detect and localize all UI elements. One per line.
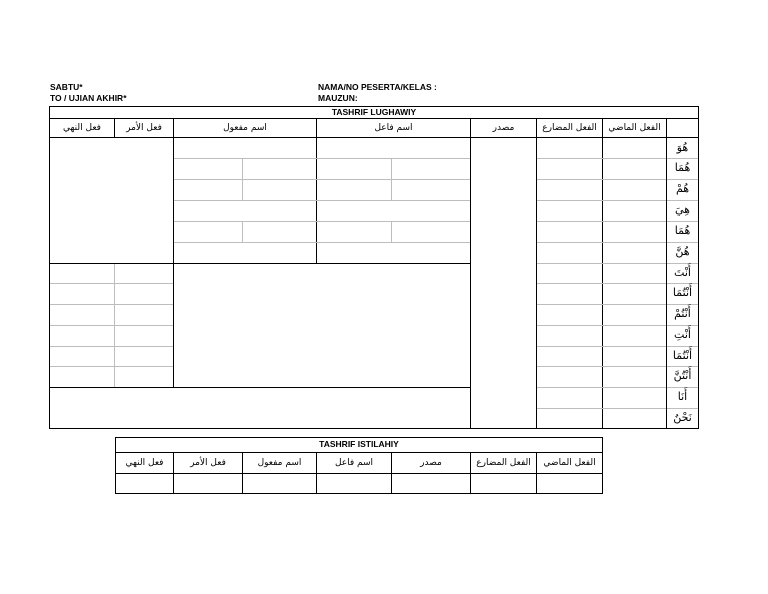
exam-label: TO / UJIAN AKHIR* <box>50 93 127 103</box>
ist-col-fiil-amr: فعل الأمر <box>190 458 226 468</box>
day-label: SABTU* <box>50 82 83 92</box>
pronoun-hum: هُمْ <box>675 182 690 195</box>
pronoun-anti: أَنْتِ <box>674 328 691 341</box>
pronoun-nahnu: نَحْنُ <box>673 411 692 424</box>
ist-col-ism-fail: اسم فاعل <box>334 458 374 468</box>
pronoun-huma: هُمَا <box>674 161 691 174</box>
istilahiy-title: TASHRIF ISTILAHIY <box>319 439 399 449</box>
participant-name-label: NAMA/NO PESERTA/KELAS : <box>318 82 437 92</box>
pronoun-antum: أَنْتُمْ <box>674 307 691 320</box>
ist-col-ism-maful: اسم مفعول <box>257 458 302 468</box>
ist-col-madhi: الفعل الماضي <box>543 458 596 468</box>
mauzun-label: MAUZUN: <box>318 93 358 103</box>
col-masdar: مصدر <box>492 123 515 133</box>
col-fiil-nahi: فعل النهي <box>63 123 101 133</box>
lughawiy-title: TASHRIF LUGHAWIY <box>331 107 417 117</box>
col-ism-maful: اسم مفعول <box>223 123 267 133</box>
col-ism-fail: اسم فاعل <box>374 123 413 133</box>
pronoun-antunna: أَنْتُنَّ <box>673 369 692 382</box>
ist-col-mudhari: الفعل المضارع <box>476 458 531 468</box>
col-fiil-amr: فعل الأمر <box>126 123 162 133</box>
ist-col-masdar: مصدر <box>420 458 442 468</box>
col-mudhari: الفعل المضارع <box>542 123 597 133</box>
pronoun-ana: أَنَا <box>677 390 688 403</box>
ist-col-fiil-nahi: فعل النهي <box>125 458 164 468</box>
pronoun-hiya: هِيَ <box>675 203 690 216</box>
pronoun-huwa: هُوَ <box>676 141 689 154</box>
pronoun-hunna: هُنَّ <box>675 245 690 258</box>
pronoun-anta: أَنْتَ <box>674 266 691 279</box>
pronoun-huma-f: هُمَا <box>674 224 691 237</box>
pronoun-antuma-f: أَنْتُمَا <box>672 349 693 362</box>
pronoun-antuma: أَنْتُمَا <box>672 286 693 299</box>
col-madhi: الفعل الماضي <box>608 123 661 133</box>
